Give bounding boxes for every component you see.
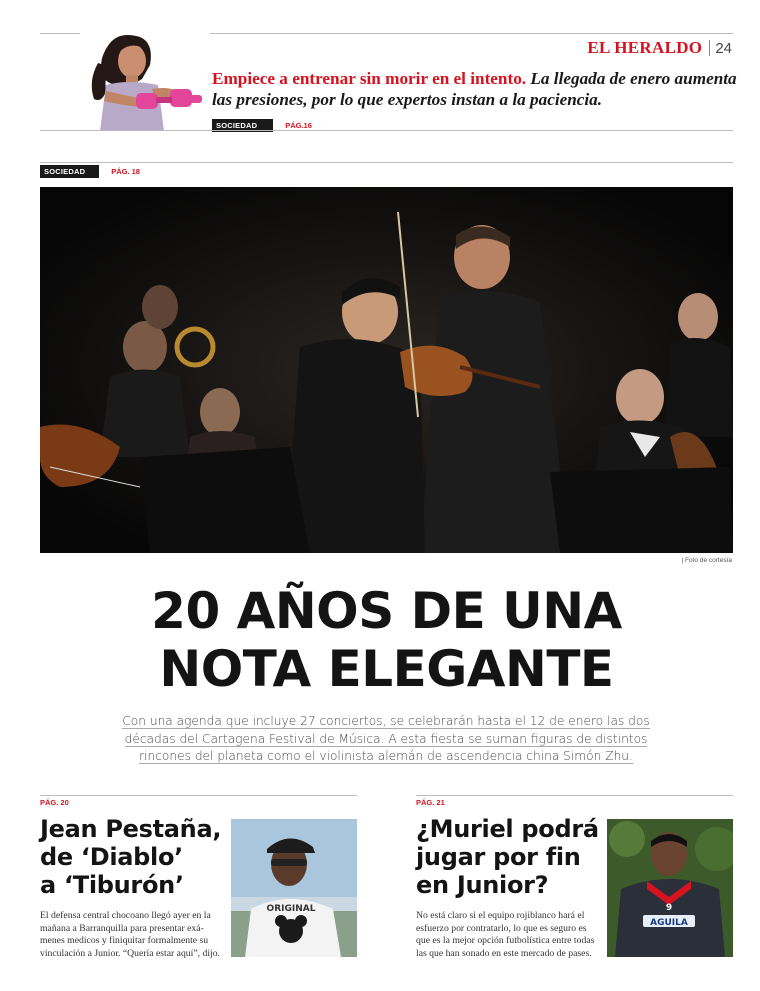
masthead (587, 38, 732, 58)
title-line: de ‘Diablo’ (40, 843, 183, 871)
title-line: ¿Muriel podrá (416, 815, 599, 843)
body-line: mañana a Barranquilla para presentar exá- (40, 922, 204, 934)
promo-image[interactable] (80, 33, 210, 131)
title-line: Jean Pestaña, (40, 815, 222, 843)
left-story-title[interactable] (40, 815, 230, 899)
page-number: 24 (715, 39, 732, 57)
dek-line: Con una agenda que incluye 27 conciertos, se celebrarán hasta el 12 de enero las dos (122, 714, 650, 728)
headline-line: NOTA ELEGANTE (159, 640, 614, 698)
body-line: No está claro si el equipo rojiblanco hará el (416, 910, 585, 921)
title-line: jugar por fin (416, 843, 581, 871)
page-reference[interactable]: PÁG. 18 (111, 167, 140, 176)
orchestra-photo[interactable] (40, 187, 733, 553)
jersey-number: 9 (665, 903, 673, 913)
dek-line: décadas del Cartagena Festival de Música. A esta fiesta se suman figuras de distintos (124, 731, 648, 746)
shirt-print: ORIGINAL (266, 904, 316, 914)
main-dek (100, 713, 672, 766)
main-section-tag (40, 165, 140, 178)
right-story-page-ref[interactable]: PÁG. 21 (416, 798, 445, 807)
section-rule (40, 162, 733, 163)
left-story-body (40, 910, 226, 960)
dek-line: rincones del planeta como el violinista alemán de ascendencia china Simón Zhu. (139, 749, 633, 764)
player-portrait-illustration (231, 819, 357, 957)
left-story-rule (40, 795, 357, 796)
body-line: las que han sonado en este mercado de pases. (416, 947, 592, 959)
brand-logo[interactable]: EL HERALDO (587, 38, 703, 57)
left-story-image[interactable] (231, 819, 357, 957)
section-label: SOCIEDAD (40, 165, 99, 178)
body-line: esfuerzo por contratarlo, lo que es seguro es (416, 922, 587, 934)
masthead-divider (709, 40, 710, 56)
junior-player-illustration (607, 819, 733, 957)
left-story-page-ref[interactable]: PÁG. 20 (40, 798, 69, 807)
right-story-rule (416, 795, 733, 796)
headline-line: 20 AÑOS DE UNA (151, 582, 622, 640)
promo-bottom-rule (40, 130, 733, 131)
promo-headline[interactable]: Empiece a entrenar sin morir en el intento. (212, 69, 527, 88)
promo-teaser[interactable] (212, 68, 737, 110)
main-headline[interactable] (40, 582, 733, 698)
body-line: El defensa central chocoano llegó ayer en la (40, 910, 211, 921)
promo-deck: La llegada de enero aumenta las presiones, por lo que expertos instan a la paciencia. (212, 69, 737, 109)
fitness-woman-illustration (80, 33, 210, 131)
body-line: vinculación a Junior. “Quería estar aquí”, dijo. (40, 947, 220, 959)
sponsor-text: AGUILA (650, 918, 688, 928)
section-label: SOCIEDAD (212, 119, 273, 132)
violinist-concert-illustration (40, 187, 733, 553)
body-line: menes medicos y finiquitar formalmente su (40, 935, 209, 946)
title-line: a ‘Tiburón’ (40, 871, 184, 899)
right-story-body (416, 910, 600, 960)
right-story-title[interactable] (416, 815, 606, 899)
title-line: en Junior? (416, 871, 549, 899)
body-line: que es la mejor opción futbolística entre todas (416, 935, 595, 946)
right-story-image[interactable] (607, 819, 733, 957)
photo-credit: | Foto de cortesía (681, 557, 732, 564)
page-reference[interactable]: PÁG.16 (285, 121, 312, 130)
